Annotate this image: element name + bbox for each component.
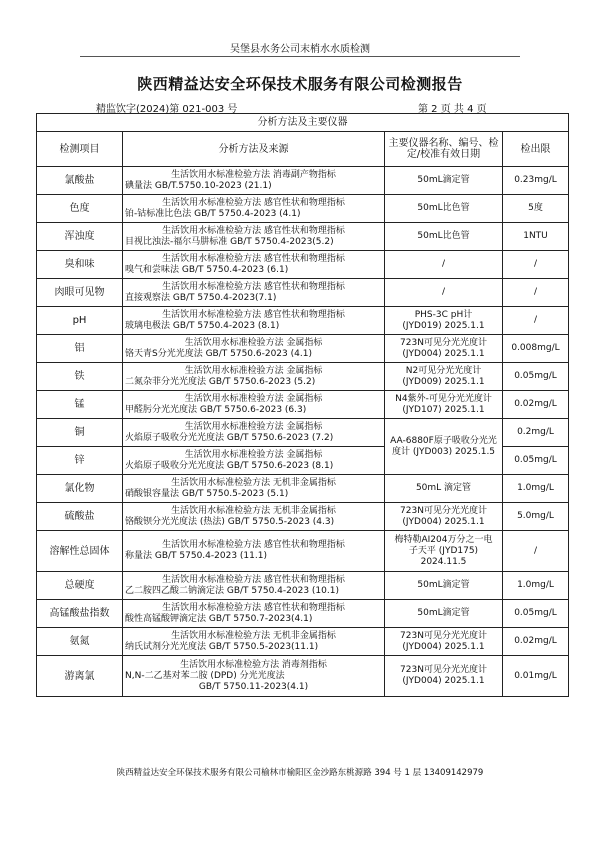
equipment-line: / (441, 287, 446, 297)
cell-equipment (385, 600, 503, 628)
table-row (37, 656, 569, 697)
equipment-line: 50mL滴定管 (417, 175, 470, 185)
equipment-line: PHS-3C pH计 (414, 309, 473, 320)
method-line: 玻璃电极法 GB/T 5750.4-2023 (8.1) (125, 320, 280, 331)
method-line: 直接观察法 GB/T 5750.4-2023(7.1) (125, 292, 277, 303)
cell-limit: 0.05mg/L (503, 600, 569, 628)
equipment-line: 子天平 (JYD175) (408, 545, 479, 556)
method-line: 火焰原子吸收分光光度法 GB/T 5750.6-2023 (8.1) (125, 460, 334, 471)
cell-item: 硫酸盐 (37, 503, 123, 531)
cell-item: 氯酸盐 (37, 167, 123, 195)
cell-item: 肉眼可见物 (37, 279, 123, 307)
cell-method (123, 363, 385, 391)
cell-equipment (385, 195, 503, 223)
document-number: 精监饮字(2024)第 021-003 号 (96, 104, 238, 115)
method-line: 生活饮用水标准检验方法 感官性状和物理指标 (162, 281, 345, 292)
cell-limit: 1.0mg/L (503, 475, 569, 503)
cell-method (123, 167, 385, 195)
cell-limit: 1.0mg/L (503, 572, 569, 600)
equipment-line: N2可见分光光度计 (405, 365, 482, 376)
method-line: 生活饮用水标准检验方法 感官性状和物理指标 (162, 540, 345, 550)
cell-equipment (385, 335, 503, 363)
cell-item: 高锰酸盐指数 (37, 600, 123, 628)
method-line: 生活饮用水标准检验方法 金属指标 (184, 337, 323, 348)
equipment-line: (JYD004) 2025.1.1 (402, 516, 485, 527)
cell-limit: / (503, 531, 569, 572)
equipment-line: 723N可见分光光度计 (400, 665, 487, 675)
cell-method (123, 195, 385, 223)
cell-method (123, 475, 385, 503)
method-line: 生活饮用水标准检验方法 金属指标 (184, 365, 323, 376)
method-line: 生活饮用水标准检验方法 无机非金属指标 (171, 477, 336, 488)
cell-equipment (385, 656, 503, 697)
method-line: 生活饮用水标准检验方法 消毒副产物指标 (171, 169, 336, 180)
report-footer: 陕西精益达安全环保技术服务有限公司榆林市榆阳区金沙路东桃源路 394 号 1 层 13409142979 (116, 768, 484, 778)
table-row (37, 307, 569, 335)
page-info: 第 2 页 共 4 页 (418, 104, 487, 115)
table-row (37, 475, 569, 503)
cell-method (123, 628, 385, 656)
equipment-line: 50mL 滴定管 (415, 483, 472, 493)
cell-limit: 0.008mg/L (503, 335, 569, 363)
method-line: 生活饮用水标准检验方法 感官性状和物理指标 (162, 197, 345, 208)
method-line: 二氮杂菲分光光度法 GB/T 5750.6-2023 (5.2) (125, 376, 316, 387)
equipment-line: (JYD009) 2025.1.1 (402, 376, 485, 387)
method-line: 生活饮用水标准检验方法 感官性状和物理指标 (162, 309, 345, 320)
method-line: 甲醛肟分光光度法 GB/T 5750.6-2023 (6.3) (125, 404, 307, 415)
header-divider (80, 56, 520, 57)
equipment-line: N4紫外-可见分光光度计 (395, 393, 492, 404)
cell-item: 游离氯 (37, 656, 123, 697)
equipment-line: 723N可见分光光度计 (400, 505, 487, 516)
cell-item: 臭和味 (37, 251, 123, 279)
method-line: 纳氏试剂分光光度法 GB/T 5750.5-2023(11.1) (125, 641, 319, 652)
equipment-line: 梅特勒AI204万分之一电 (394, 534, 493, 545)
cell-limit: 0.02mg/L (503, 391, 569, 419)
cell-item: 铜 (37, 419, 123, 447)
equipment-line: (JYD004) 2025.1.1 (402, 641, 485, 652)
cell-method (123, 391, 385, 419)
table-row (37, 195, 569, 223)
cell-limit: 0.05mg/L (503, 363, 569, 391)
equipment-line: (JYD107) 2025.1.1 (402, 404, 485, 415)
equipment-line: (JYD004) 2025.1.1 (402, 348, 485, 359)
cell-limit: 5度 (503, 195, 569, 223)
table-row (37, 391, 569, 419)
cell-item: pH (37, 307, 123, 335)
method-line: 生活饮用水标准检验方法 无机非金属指标 (171, 505, 336, 516)
cell-method (123, 600, 385, 628)
cell-item: 锰 (37, 391, 123, 419)
table-header-row (37, 132, 569, 167)
cell-equipment (385, 251, 503, 279)
cell-equipment (385, 223, 503, 251)
table-row (37, 531, 569, 572)
table-row (37, 572, 569, 600)
table-caption: 分析方法及主要仪器 (37, 114, 569, 132)
table-row (37, 167, 569, 195)
report-top-header: 吴堡县水务公司末梢水水质检测 (230, 44, 370, 55)
cell-method (123, 572, 385, 600)
cell-method (123, 503, 385, 531)
equipment-line: 度计 (JYD003) 2025.1.5 (391, 446, 496, 457)
table-row (37, 419, 569, 447)
method-line: 乙二胺四乙酸二钠滴定法 GB/T 5750.4-2023 (10.1) (125, 585, 339, 596)
cell-limit: 5.0mg/L (503, 503, 569, 531)
cell-limit: 0.02mg/L (503, 628, 569, 656)
cell-item: 溶解性总固体 (37, 531, 123, 572)
method-line: 铬酸钡分光光度法 (热法) GB/T 5750.5-2023 (4.3) (125, 516, 335, 527)
cell-limit: / (503, 251, 569, 279)
equipment-line: (JYD019) 2025.1.1 (402, 320, 485, 331)
cell-item: 氨氮 (37, 628, 123, 656)
cell-equipment (385, 363, 503, 391)
methods-table (36, 113, 569, 697)
header-equipment: 主要仪器名称、编号、检定/校准有效日期 (385, 132, 503, 167)
table-row (37, 279, 569, 307)
table-row (37, 600, 569, 628)
table-row (37, 335, 569, 363)
cell-item: 锌 (37, 447, 123, 475)
cell-item: 铁 (37, 363, 123, 391)
cell-method (123, 251, 385, 279)
method-line: N,N-二乙基对苯二胺 (DPD) 分光光度法 (125, 670, 285, 681)
cell-item: 总硬度 (37, 572, 123, 600)
method-line: 生活饮用水标准检验方法 金属指标 (184, 449, 323, 460)
method-line: 生活饮用水标准检验方法 消毒剂指标 (180, 659, 327, 670)
method-line: 铬天青S分光光度法 GB/T 5750.6-2023 (4.1) (125, 348, 312, 359)
table-row (37, 363, 569, 391)
cell-item: 色度 (37, 195, 123, 223)
cell-method (123, 223, 385, 251)
cell-limit: 0.01mg/L (503, 656, 569, 697)
cell-method (123, 419, 385, 447)
cell-equipment (385, 391, 503, 419)
cell-limit: 0.23mg/L (503, 167, 569, 195)
method-line: 硝酸银容量法 GB/T 5750.5-2023 (5.1) (125, 488, 289, 499)
cell-equipment (385, 419, 503, 475)
cell-method (123, 447, 385, 475)
method-line: 生活饮用水标准检验方法 金属指标 (184, 421, 323, 432)
report-title: 陕西精益达安全环保技术服务有限公司检测报告 (137, 75, 463, 93)
method-line: 酸性高锰酸钾滴定法 GB/T 5750.7-2023(4.1) (125, 613, 313, 624)
cell-limit: 1NTU (503, 223, 569, 251)
cell-limit: 0.05mg/L (503, 447, 569, 475)
method-line: 生活饮用水标准检验方法 金属指标 (184, 393, 323, 404)
method-line: 嗅气和尝味法 GB/T 5750.4-2023 (6.1) (125, 264, 289, 275)
cell-method (123, 307, 385, 335)
table-row (37, 628, 569, 656)
cell-item: 铝 (37, 335, 123, 363)
cell-equipment (385, 167, 503, 195)
method-line: 生活饮用水标准检验方法 无机非金属指标 (171, 630, 336, 641)
table-row (37, 503, 569, 531)
cell-equipment (385, 503, 503, 531)
equipment-line: 50mL滴定管 (417, 580, 470, 590)
equipment-line: 2024.11.5 (420, 556, 467, 567)
table-row (37, 251, 569, 279)
table-caption-row (37, 114, 569, 132)
cell-limit: / (503, 307, 569, 335)
equipment-line: (JYD004) 2025.1.1 (402, 676, 485, 686)
equipment-line: 50mL比色管 (417, 231, 470, 241)
method-line: 生活饮用水标准检验方法 感官性状和物理指标 (162, 602, 345, 613)
equipment-line: 50mL滴定管 (417, 608, 470, 618)
method-line: 铂-钴标准比色法 GB/T 5750.4-2023 (4.1) (125, 208, 301, 219)
method-line: 目视比浊法-福尔马肼标准 GB/T 5750.4-2023(5.2) (125, 236, 334, 247)
method-line: 生活饮用水标准检验方法 感官性状和物理指标 (162, 225, 345, 236)
cell-equipment (385, 475, 503, 503)
cell-item: 浑浊度 (37, 223, 123, 251)
cell-limit: / (503, 279, 569, 307)
method-line: 生活饮用水标准检验方法 感官性状和物理指标 (162, 574, 345, 585)
header-item: 检测项目 (37, 132, 123, 167)
cell-equipment (385, 531, 503, 572)
header-method: 分析方法及来源 (123, 132, 385, 167)
equipment-line: 723N可见分光光度计 (400, 630, 487, 641)
equipment-line: / (441, 259, 446, 269)
cell-equipment (385, 279, 503, 307)
equipment-line: 50mL比色管 (417, 203, 470, 213)
table-row (37, 223, 569, 251)
method-line: 称量法 GB/T 5750.4-2023 (11.1) (125, 551, 267, 561)
method-line: 碘量法 GB/T.5750.10-2023 (21.1) (125, 180, 272, 191)
cell-limit: 0.2mg/L (503, 419, 569, 447)
cell-equipment (385, 628, 503, 656)
method-line: GB/T 5750.11-2023(4.1) (198, 681, 309, 692)
cell-method (123, 335, 385, 363)
method-line: 生活饮用水标准检验方法 感官性状和物理指标 (162, 253, 345, 264)
cell-method (123, 656, 385, 697)
cell-method (123, 279, 385, 307)
cell-equipment (385, 572, 503, 600)
cell-item: 氯化物 (37, 475, 123, 503)
cell-equipment (385, 307, 503, 335)
method-line: 火焰原子吸收分光光度法 GB/T 5750.6-2023 (7.2) (125, 432, 334, 443)
equipment-line: AA-6880F原子吸收分光光 (390, 435, 497, 446)
header-limit: 检出限 (503, 132, 569, 167)
equipment-line: 723N可见分光光度计 (400, 337, 487, 348)
cell-method (123, 531, 385, 572)
